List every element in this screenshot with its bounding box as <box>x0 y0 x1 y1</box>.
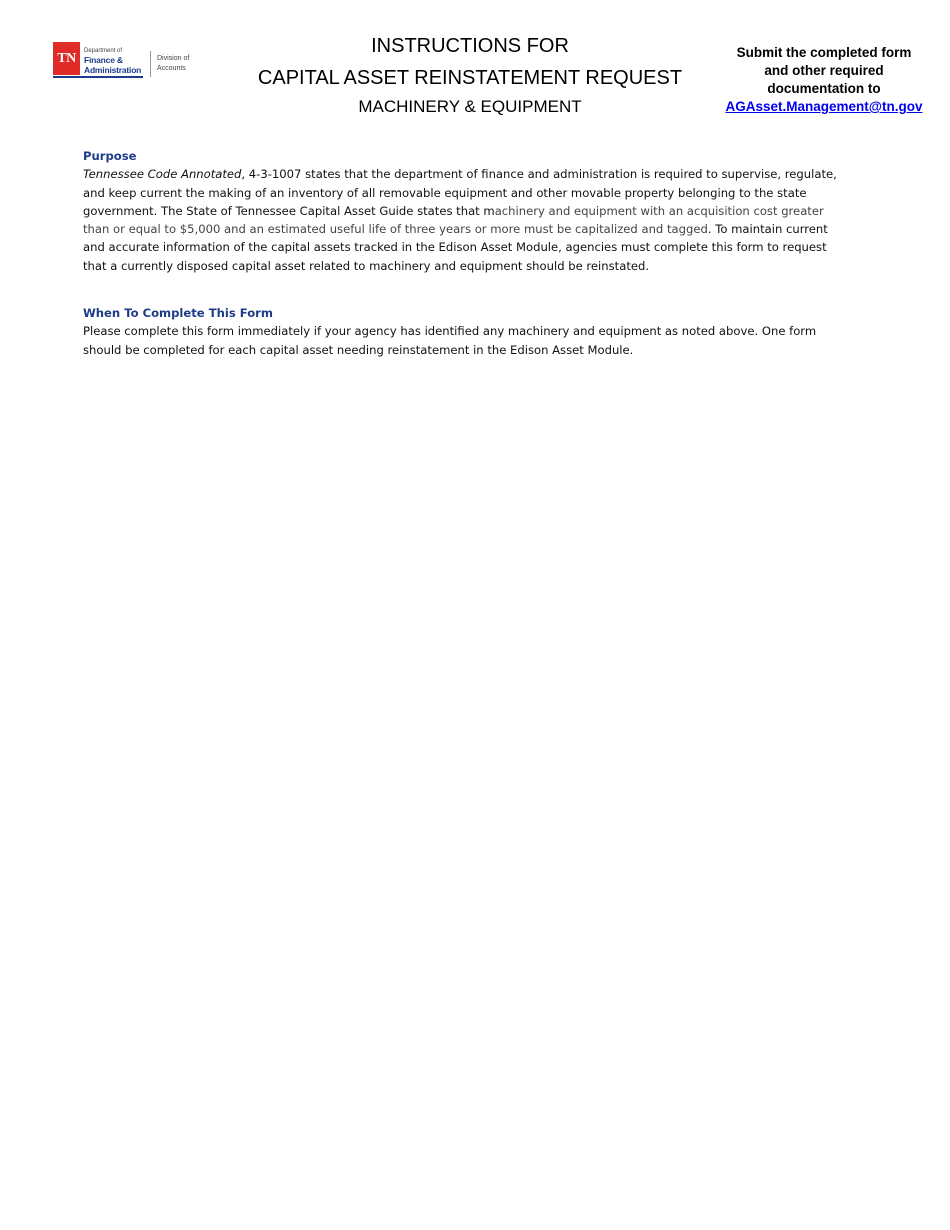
submit-line-2: and other required <box>764 63 884 78</box>
purpose-section <box>83 147 853 275</box>
document-title <box>220 33 720 118</box>
logo-division-line1: Division of <box>157 55 190 62</box>
when-heading: When To Complete This Form <box>83 306 273 320</box>
logo-department-line1: Finance & <box>84 55 123 65</box>
title-line-2: CAPITAL ASSET REINSTATEMENT REQUEST <box>257 67 683 89</box>
logo-department-prefix: Department of <box>84 48 123 54</box>
submit-line-1: Submit the completed form <box>736 45 912 60</box>
logo-divider <box>150 51 151 77</box>
logo-division-line2: Accounts <box>157 65 186 72</box>
title-line-3: MACHINERY & EQUIPMENT <box>358 97 582 116</box>
logo-department-name <box>84 55 141 75</box>
when-section <box>83 304 853 359</box>
submit-email-link[interactable]: AGAsset.Management@tn.gov <box>725 99 923 114</box>
purpose-heading: Purpose <box>83 149 137 163</box>
title-line-1: INSTRUCTIONS FOR <box>371 35 569 57</box>
purpose-code-name: Tennessee Code Annotated <box>83 167 242 182</box>
purpose-text-b: . To maintain current and accurate information of the capital assets tracked in the Edison Asset Module, agencies must complete this form to request that a currently disposed capital asset related to machinery and equipment should be reinstated. <box>83 222 828 273</box>
logo-department-line2: Administration <box>84 65 142 75</box>
submit-line-3: documentation to <box>767 81 881 96</box>
logo-underline <box>53 76 143 78</box>
submit-instructions <box>718 44 930 116</box>
tn-logo-mark: TN <box>53 42 80 75</box>
logo-division <box>157 54 189 74</box>
purpose-text-grey: achinery and equipment with an acquisition cost greater than or equal to $5,000 and an estimated useful life of three years or more must be capitalized and tagged <box>83 203 824 237</box>
agency-logo <box>53 42 203 80</box>
when-text: Please complete this form immediately if your agency has identified any machinery and equipment as noted above. One form should be completed for each capital asset needing reinstatement in the Edison Asset Module. <box>83 324 817 357</box>
purpose-text <box>83 165 853 275</box>
purpose-text-a: , 4-3-1007 states that the department of finance and administration is required to supervise, regulate, and keep current the making of an inventory of all removable equipment and other movable property belonging to the state government. The State of Tennessee Capital Asset Guide states that m <box>83 167 837 218</box>
